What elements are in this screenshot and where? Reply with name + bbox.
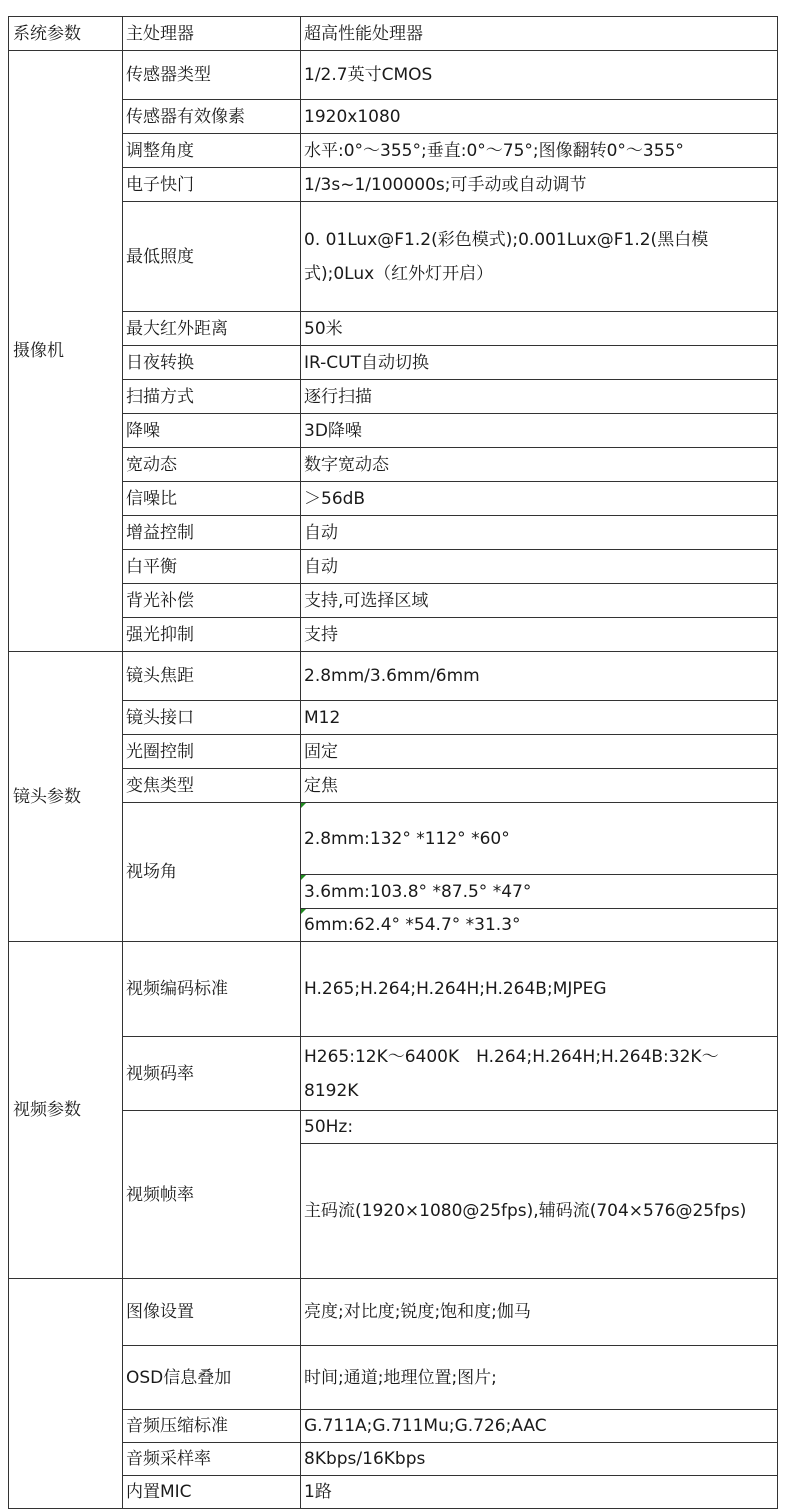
table-row bbox=[9, 134, 778, 168]
table-row bbox=[9, 168, 778, 202]
param-cell: 内置MIC bbox=[123, 1476, 301, 1509]
value-cell: 1920x1080 bbox=[301, 100, 778, 134]
table-row bbox=[9, 769, 778, 803]
group-other bbox=[9, 1279, 123, 1509]
param-cell: 变焦类型 bbox=[123, 769, 301, 803]
param-cell: 最大红外距离 bbox=[123, 312, 301, 346]
value-cell: 支持,可选择区域 bbox=[301, 584, 778, 618]
table-row bbox=[9, 618, 778, 652]
value-cell: 3.6mm:103.8° *87.5° *47° bbox=[301, 875, 778, 909]
param-cell: 电子快门 bbox=[123, 168, 301, 202]
header-system: 系统参数 bbox=[9, 17, 123, 51]
table-row bbox=[9, 735, 778, 769]
param-cell: 增益控制 bbox=[123, 516, 301, 550]
value-cell: 8Kbps/16Kbps bbox=[301, 1443, 778, 1476]
value-cell: IR-CUT自动切换 bbox=[301, 346, 778, 380]
param-cell: 视频码率 bbox=[123, 1037, 301, 1111]
value-cell: 1/3s~1/100000s;可手动或自动调节 bbox=[301, 168, 778, 202]
value-cell: 50Hz: bbox=[301, 1111, 778, 1144]
param-cell: 传感器有效像素 bbox=[123, 100, 301, 134]
value-cell: 0. 01Lux@F1.2(彩色模式);0.001Lux@F1.2(黑白模式);0Lux（红外灯开启） bbox=[301, 202, 778, 312]
header-value: 超高性能处理器 bbox=[301, 17, 778, 51]
table-row bbox=[9, 414, 778, 448]
value-cell: 主码流(1920×1080@25fps),辅码流(704×576@25fps) bbox=[301, 1144, 778, 1279]
header-param: 主处理器 bbox=[123, 17, 301, 51]
param-cell: 宽动态 bbox=[123, 448, 301, 482]
value-cell: 逐行扫描 bbox=[301, 380, 778, 414]
group-camera: 摄像机 bbox=[9, 51, 123, 652]
value-cell: 自动 bbox=[301, 516, 778, 550]
table-row bbox=[9, 380, 778, 414]
value-cell: 支持 bbox=[301, 618, 778, 652]
param-cell: 音频压缩标准 bbox=[123, 1410, 301, 1443]
table-row bbox=[9, 1111, 778, 1144]
table-row bbox=[9, 1476, 778, 1509]
value-cell: 1路 bbox=[301, 1476, 778, 1509]
value-cell: 自动 bbox=[301, 550, 778, 584]
table-row bbox=[9, 516, 778, 550]
value-cell: 亮度;对比度;锐度;饱和度;伽马 bbox=[301, 1279, 778, 1346]
value-cell: 3D降噪 bbox=[301, 414, 778, 448]
param-cell: 传感器类型 bbox=[123, 51, 301, 100]
table-row bbox=[9, 942, 778, 1037]
value-cell: 数字宽动态 bbox=[301, 448, 778, 482]
table-row bbox=[9, 100, 778, 134]
table-row bbox=[9, 1279, 778, 1346]
param-cell: OSD信息叠加 bbox=[123, 1346, 301, 1410]
value-cell: 水平:0°～355°;垂直:0°～75°;图像翻转0°～355° bbox=[301, 134, 778, 168]
table-row bbox=[9, 51, 778, 100]
table-row bbox=[9, 550, 778, 584]
table-row bbox=[9, 652, 778, 701]
param-cell: 日夜转换 bbox=[123, 346, 301, 380]
value-cell: M12 bbox=[301, 701, 778, 735]
table-row bbox=[9, 202, 778, 312]
param-cell: 音频采样率 bbox=[123, 1443, 301, 1476]
value-cell: 2.8mm:132° *112° *60° bbox=[301, 803, 778, 875]
param-cell: 背光补偿 bbox=[123, 584, 301, 618]
param-cell: 镜头焦距 bbox=[123, 652, 301, 701]
table-row bbox=[9, 701, 778, 735]
param-cell: 视频帧率 bbox=[123, 1111, 301, 1279]
table-row bbox=[9, 1443, 778, 1476]
table-row bbox=[9, 482, 778, 516]
value-cell: 固定 bbox=[301, 735, 778, 769]
value-cell: H.265;H.264;H.264H;H.264B;MJPEG bbox=[301, 942, 778, 1037]
value-cell: ＞56dB bbox=[301, 482, 778, 516]
group-lens: 镜头参数 bbox=[9, 652, 123, 942]
param-cell: 信噪比 bbox=[123, 482, 301, 516]
value-cell: 时间;通道;地理位置;图片; bbox=[301, 1346, 778, 1410]
param-cell: 光圈控制 bbox=[123, 735, 301, 769]
group-video: 视频参数 bbox=[9, 942, 123, 1279]
table-row bbox=[9, 1346, 778, 1410]
value-cell: 定焦 bbox=[301, 769, 778, 803]
param-cell: 视场角 bbox=[123, 803, 301, 942]
value-cell: H265:12K～6400K H.264;H.264H;H.264B:32K～8192K bbox=[301, 1037, 778, 1111]
param-cell: 图像设置 bbox=[123, 1279, 301, 1346]
value-cell: 1/2.7英寸CMOS bbox=[301, 51, 778, 100]
table-row bbox=[9, 1410, 778, 1443]
param-cell: 最低照度 bbox=[123, 202, 301, 312]
spec-table bbox=[8, 16, 778, 1509]
table-row bbox=[9, 312, 778, 346]
param-cell: 镜头接口 bbox=[123, 701, 301, 735]
param-cell: 强光抑制 bbox=[123, 618, 301, 652]
table-row bbox=[9, 346, 778, 380]
table-row bbox=[9, 584, 778, 618]
param-cell: 视频编码标准 bbox=[123, 942, 301, 1037]
table-row bbox=[9, 803, 778, 875]
table-row bbox=[9, 17, 778, 51]
value-cell: 2.8mm/3.6mm/6mm bbox=[301, 652, 778, 701]
param-cell: 降噪 bbox=[123, 414, 301, 448]
table-row bbox=[9, 448, 778, 482]
table-row bbox=[9, 1037, 778, 1111]
value-cell: 6mm:62.4° *54.7° *31.3° bbox=[301, 909, 778, 942]
param-cell: 调整角度 bbox=[123, 134, 301, 168]
value-cell: G.711A;G.711Mu;G.726;AAC bbox=[301, 1410, 778, 1443]
param-cell: 扫描方式 bbox=[123, 380, 301, 414]
value-cell: 50米 bbox=[301, 312, 778, 346]
param-cell: 白平衡 bbox=[123, 550, 301, 584]
